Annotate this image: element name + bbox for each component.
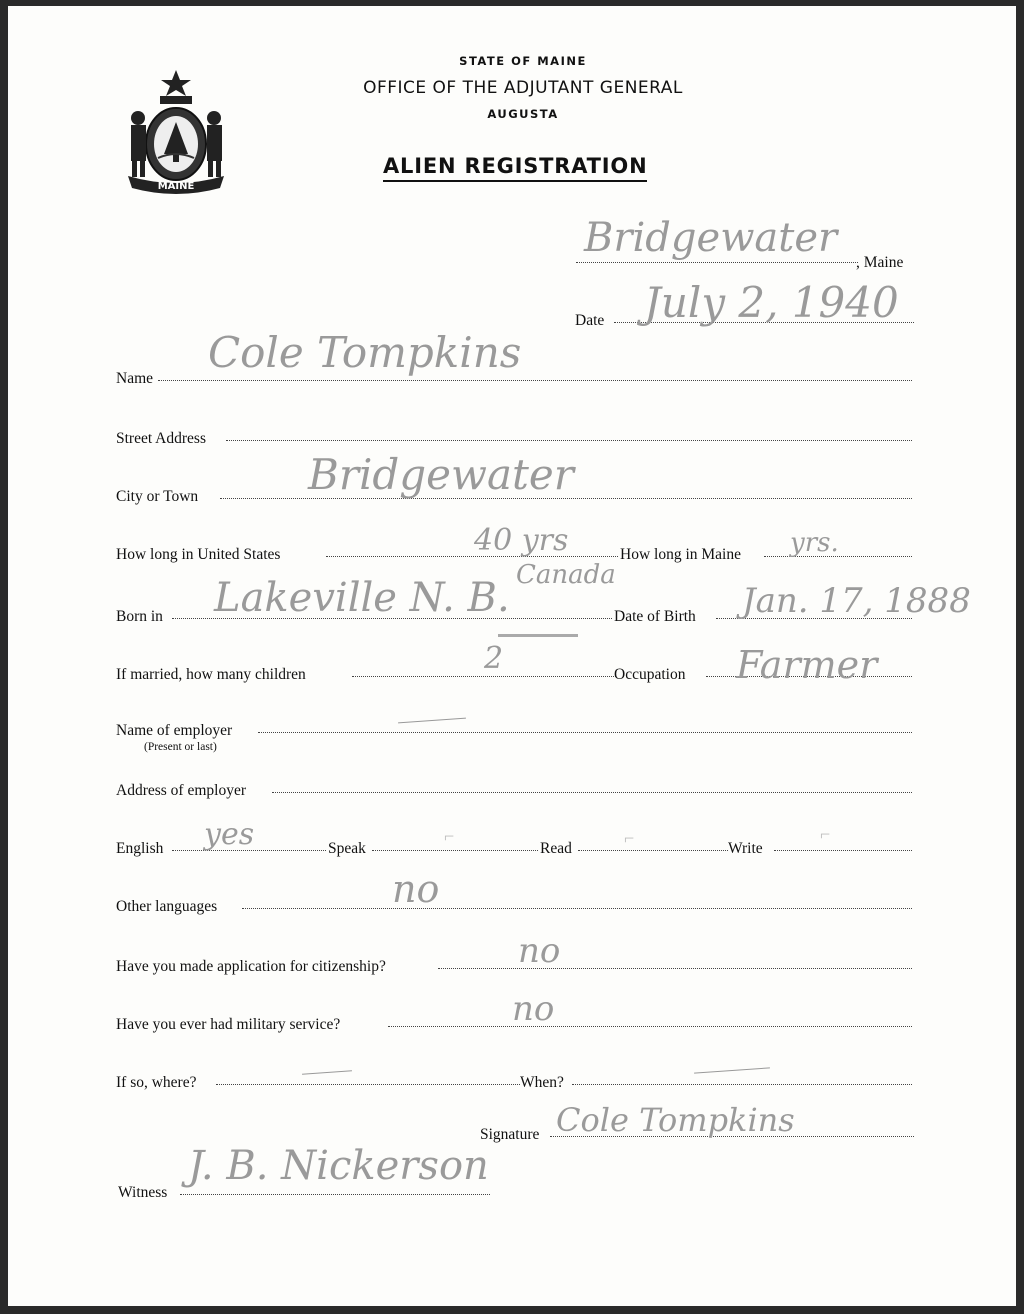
years-us-line (326, 556, 618, 557)
birth-date-label: Date of Birth (614, 608, 696, 625)
write-line (774, 850, 912, 851)
state-seal (120, 66, 232, 194)
employer-note: (Present or last) (144, 741, 217, 753)
name-label: Name (116, 370, 154, 387)
born-in-handwritten: Lakeville N. B. (214, 575, 510, 621)
speak-line (372, 850, 538, 851)
citizenship-line (438, 968, 912, 969)
occupation-label: Occupation (614, 666, 686, 683)
signature-handwritten: Cole Tompkins (556, 1101, 795, 1139)
employer-address-line (272, 792, 912, 793)
english-label: English (116, 840, 164, 857)
where-label: If so, where? (116, 1074, 197, 1091)
office-heading: OFFICE OF THE ADJUTANT GENERAL (363, 78, 683, 98)
street-address-label: Street Address (116, 430, 206, 447)
city-heading: AUGUSTA (487, 107, 559, 121)
registration-form (8, 6, 1016, 1306)
years-maine-handwritten: yrs. (790, 528, 839, 558)
maine-label: , Maine (856, 254, 904, 271)
city-handwritten: Bridgewater (308, 450, 574, 499)
witness-line (180, 1194, 490, 1195)
when-dash (694, 1067, 770, 1073)
read-label: Read (540, 840, 572, 857)
maine-seal-icon (120, 66, 232, 194)
employer-name-label: Name of employer (116, 722, 233, 739)
where-dash (302, 1070, 352, 1074)
when-line (572, 1084, 912, 1085)
svg-text:MAINE: MAINE (157, 181, 195, 192)
military-line (388, 1026, 912, 1027)
write-label: Write (728, 840, 763, 857)
years-us-label: How long in United States (116, 546, 281, 563)
citizenship-label: Have you made application for citizenship? (116, 958, 386, 975)
years-us-handwritten: 40 yrs (474, 523, 569, 558)
form-title: ALIEN REGISTRATION (383, 154, 647, 182)
where-line (216, 1084, 520, 1085)
date-label: Date (575, 312, 605, 329)
birth-date-handwritten: Jan. 17, 1888 (742, 581, 971, 621)
citizenship-handwritten: no (518, 931, 561, 971)
other-languages-handwritten: no (392, 867, 440, 911)
read-line (578, 850, 728, 851)
speak-label: Speak (328, 840, 366, 857)
when-label: When? (520, 1074, 564, 1091)
employer-address-label: Address of employer (116, 782, 246, 799)
town-field-line (576, 262, 858, 263)
state-heading: STATE OF MAINE (459, 54, 587, 68)
other-languages-label: Other languages (116, 898, 218, 915)
date-handwritten: July 2, 1940 (644, 278, 899, 327)
occupation-handwritten: Farmer (736, 643, 878, 687)
military-label: Have you ever had military service? (116, 1016, 341, 1033)
write-tick: ⌐ (820, 824, 831, 844)
other-languages-line (242, 908, 912, 909)
town-handwritten: Bridgewater (584, 215, 838, 261)
country-handwritten: Canada (516, 560, 616, 590)
name-handwritten: Cole Tompkins (208, 328, 522, 377)
witness-label: Witness (118, 1184, 168, 1201)
employer-name-line (258, 732, 912, 733)
children-handwritten: 2 (484, 641, 504, 676)
english-handwritten: yes (204, 817, 255, 852)
employer-name-dash (398, 718, 466, 724)
years-maine-label: How long in Maine (620, 546, 741, 563)
signature-label: Signature (480, 1126, 540, 1143)
witness-handwritten: J. B. Nickerson (188, 1143, 489, 1189)
children-line (352, 676, 616, 677)
speak-tick: ⌐ (444, 826, 455, 846)
born-in-label: Born in (116, 608, 163, 625)
read-tick: ⌐ (624, 828, 635, 848)
correction-mark (498, 634, 578, 637)
city-label: City or Town (116, 488, 199, 505)
name-field-line (158, 380, 912, 381)
military-handwritten: no (512, 989, 555, 1029)
children-label: If married, how many children (116, 666, 306, 683)
street-address-line (226, 440, 912, 441)
